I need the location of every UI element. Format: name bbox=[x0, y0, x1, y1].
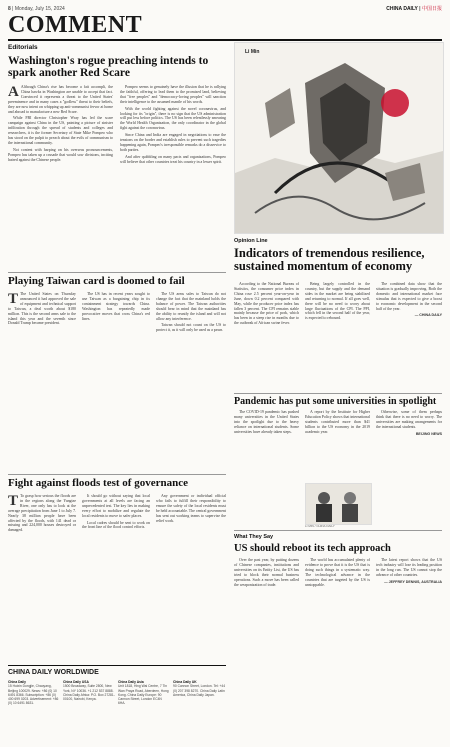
footer-col-4: China Daily UK 90 Cannon Street, London. Tel: +44 (0) 207 398 8270. China Daily Latin America, China Daily Japan. bbox=[173, 680, 226, 697]
editorial-headline: Washington's rogue preaching intends to spark another Red Scare bbox=[8, 55, 209, 80]
divider bbox=[8, 474, 226, 475]
footer-col-2: China Daily USA 1500 Broadway, Suite 2800, New York, NY 10036. +1 212 537 8888. China Daily Africa: P.O. Box 27281-00100, Nairobi, Kenya. bbox=[63, 680, 115, 702]
pandemic-col-2: A report by the Institute for Higher Education Policy shows that international students contributed more than $41 billion to the US economy in the 2019 academic year. bbox=[305, 410, 370, 434]
section-masthead: COMMENT bbox=[8, 12, 143, 38]
floods-col-2: It should go without saying that local governments at all levels are facing an unprecedented test. The key lies in making every effort to mobilize and regulate the local residents to move to safer places. Local cadres should be sent to work on the front line of the flood control efforts. bbox=[82, 494, 150, 530]
page-number-date: 8 | Monday, July 15, 2024 bbox=[8, 6, 65, 12]
whatwesay-col-2: The world has accumulated plenty of evidence to prove that it is the US that is doing such things in a systematic way. The technological advance in the countries that are targeted by the US is unstoppable. bbox=[305, 558, 370, 587]
cartoon-illustration bbox=[235, 43, 443, 233]
opinion-author: — CHINA DAILY bbox=[414, 313, 442, 318]
floods-col-3: Any government or individual official who fails to fulfill their responsibility to ensure the safety of the local residents must be held accountable. The central government has sent out working teams to supervise the relief work. bbox=[156, 494, 226, 523]
paper-name: CHINA DAILY | 中国日报 bbox=[386, 6, 442, 12]
editorial-cartoon bbox=[234, 42, 444, 234]
pandemic-headline: Pandemic has put some universities in spotlight bbox=[234, 396, 437, 407]
taiwan-col-1: T The United States on Thursday announced it had approved the sale of equipment and technical support to Taiwan, a deal worth about $180 million. This is the second arms sale to the island this year and the seventh since Donald Trump became president. bbox=[8, 292, 76, 326]
editorial-col-1: A Although China's rise has become a fait accompli, the China hawks in Washington are unable to accept that fact. Convinced it represents a threat to the United States' preeminence and in many cases a "godless" threat to their beliefs, they are now intent on whipping up anti-communist fervor at home and abroad to manufacture a new Red Scare. While FBI director Christopher Wray has led the scare campaign against China in the US, painting a picture of sinister infiltration through the spread of students and colleges and researchers, it is the former Secretary of State Mike Pompeo who has stood on the pulpit to preach about the evils of communism to the international community. Not content with harping on his overseas pronouncements, Pompeo has taken up a crusade that would sow divisions, inciting hatred against the Chinese people. bbox=[8, 85, 113, 162]
pandemic-author: BEIJING NEWS bbox=[415, 431, 442, 436]
floods-col-1: T To grasp how serious the floods are in the regions along the Yangtze River, one only has to look at the average precipitation from June 1 to July 7. Nearly 38 million people have been affected by the floods, with 141 dead or missing and 224,000 houses destroyed or damaged. bbox=[8, 494, 76, 533]
masthead-rule bbox=[8, 39, 442, 41]
whatwesay-col-1: Over the past year, by putting dozens of Chinese companies, institutions and universities on its Entity List, the US has tried to block their normal business operations. Such a move has been called the weaponization of trade. bbox=[234, 558, 299, 587]
footer-rule bbox=[8, 665, 226, 666]
drop-cap: T bbox=[8, 292, 19, 307]
footer-col-3: China Daily Asia Unit 1818, Hing Wai Centre, 7 Tin Wan Praya Road, Aberdeen, Hong Kong. China Daily Europe: 90 Cannon Street, London EC4N 6HA. bbox=[118, 680, 169, 706]
editorial-col-2: Pompeo seems to genuinely have the illusion that he is rallying the faithful, offering to lead them to the promised land, believing that "free peoples" and "democracy-loving peoples" will sanction their intelligence to the assumed mantle of his words. With the world fighting against the novel coronavirus, and looking for its "origin", there is no sign that the US administration will put less before politics. The US has been relentlessly smearing the World Health Organization, the only coordinator in the global fight against the coronavirus. Since China and India are engaged in negotiations to ease the tensions on the border and establish rules to prevent such tragedies happening again, Pompeo's irresponsible remarks do a disservice to both parties. And after quibbling on many pacts and organizations, Pompeo will believe that other countries treat his country in a lesser spirit. bbox=[120, 85, 226, 164]
whatwesay-headline: US should reboot its tech approach bbox=[234, 543, 391, 554]
divider bbox=[8, 272, 226, 273]
taiwan-headline: Playing Taiwan card is doomed to fail bbox=[8, 275, 185, 287]
opinion-headline: Indicators of tremendous resilience, sustained momentum of economy bbox=[234, 246, 425, 274]
pandemic-col-1: The COVID-19 pandemic has pushed many universities in the United States into the spotlight due to the heavy reliance on international students. Some universities have already taken steps. bbox=[234, 410, 299, 434]
whatwesay-tag: What They Say bbox=[234, 534, 274, 540]
whatwesay-col-3: The latest report shows that the US tech industry will lose its leading position in the long run. The US cannot stop the advance of other countries. — JEFFREY DENNIS, AUSTRALIA bbox=[376, 558, 442, 584]
taiwan-col-2: The US has in recent years sought to use Taiwan as a bargaining chip in its containment strategy towards China. Washington has repeatedly made provocative moves that cross China's red lines. bbox=[82, 292, 150, 321]
illustrator-credit: Li Min bbox=[245, 49, 260, 55]
pandemic-col-3: Otherwise, some of them perhaps think that there is no need to worry. The universities are making arrangements for the international students. BEIJING NEWS bbox=[376, 410, 442, 436]
whatwesay-author: — JEFFREY DENNIS, AUSTRALIA bbox=[384, 579, 442, 584]
divider bbox=[234, 530, 442, 531]
drop-cap: A bbox=[8, 85, 19, 100]
photo-caption: LI MIN / CHINA DAILY bbox=[305, 524, 335, 528]
opinion-col-3: The combined data show that the situation is gradually improving. Both the domestic and international market face stimulus that is expected to give a boost to economic development in the second half of the year. — CHINA DAILY bbox=[376, 282, 442, 318]
divider bbox=[234, 393, 442, 394]
opinion-tag: Opinion Line bbox=[234, 238, 268, 244]
graduates-illustration bbox=[306, 484, 371, 524]
footer-title: CHINA DAILY WORLDWIDE bbox=[8, 669, 99, 676]
opinion-col-1: According to the National Bureau of Statistics, the consumer price index in China rose 2.5 percent year-on-year in June, down 0.2 percent compared with May, while the producer price index has fallen 3 percent. The CPI remains stable mainly because the price of pork, which has been in a steep rise in months due to the outbreak of African swine fever. bbox=[234, 282, 299, 326]
drop-cap: T bbox=[8, 494, 19, 509]
taiwan-col-3: The US arms sales to Taiwan do not change the fact that the mainland holds the balance of power. The Taiwan authorities should bear in mind that the mainland has the ability to reunify the island and will not allow any interference. Taiwan should not count on the US to protect it, as it will only be used as a pawn. bbox=[156, 292, 226, 333]
footer-col-1: China Daily 15 Huixin Dongjie, Chaoyang, Beijing 100029. News: +86 (0) 10 6491 8366. Subscription: +86 (0) 400 699 0203. Advertisement: +86 (0) 10 6491 8631. bbox=[8, 680, 59, 706]
opinion-col-2: Being largely controlled in the country, but the supply and the demand sides in the market are being stabilized and returning to normal. If all goes well, there will be no need to worry about large fluctuations of the CPI. The PPI, which fell in the second half of the year, is expected to rebound. bbox=[305, 282, 370, 321]
editorials-tag: Editorials bbox=[8, 44, 38, 51]
floods-headline: Fight against floods test of governance bbox=[8, 477, 188, 489]
pandemic-photo bbox=[305, 483, 372, 525]
